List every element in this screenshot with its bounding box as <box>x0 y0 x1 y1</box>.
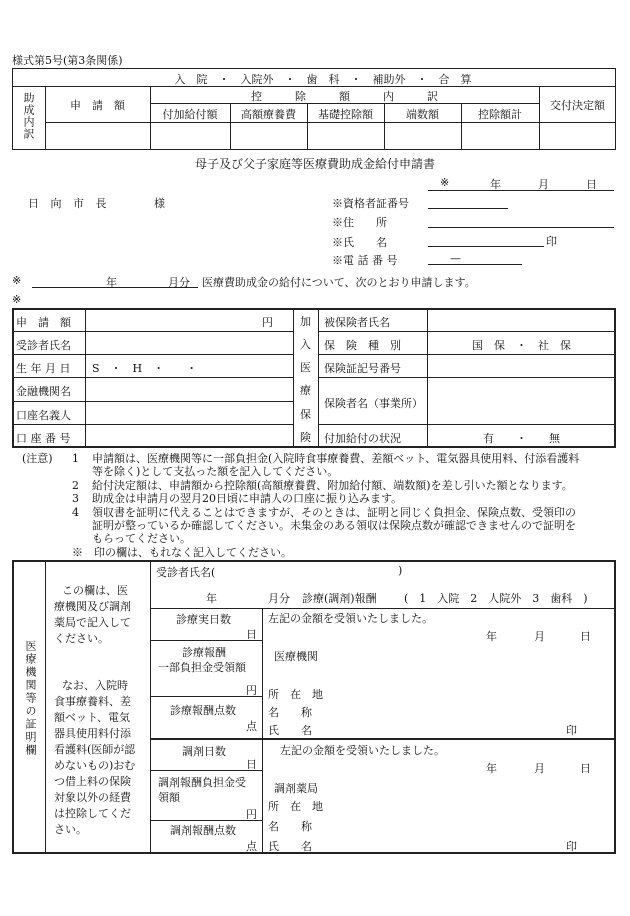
date-mark: ※ <box>440 176 450 189</box>
addressee-honorific: 様 <box>154 197 165 210</box>
medical-date-month: 月 <box>534 630 545 643</box>
apply-amount-header: 申 請 額 <box>70 99 125 112</box>
summary-top-row: 入 院 ・ 入院外 ・ 歯 科 ・ 補助外 ・ 合 算 <box>174 73 472 86</box>
name-label: ※氏 名 <box>332 236 387 249</box>
pharmacy-date-day: 日 <box>580 762 591 775</box>
insurance-vlabel-1: 加 <box>300 315 311 328</box>
pharmacy-points-label: 調剤報酬点数 <box>170 824 236 837</box>
cert-patient-name-close: ) <box>398 564 403 577</box>
medical-points-label: 診療報酬点数 <box>170 704 236 717</box>
pharmacy-burden-yen: 円 <box>246 808 257 821</box>
medical-name: 名 称 <box>268 706 312 719</box>
note-2-no: 2 <box>72 479 79 492</box>
form-id: 様式第5号(第3条関係) <box>12 54 123 67</box>
period-month: 月分 <box>268 592 290 605</box>
form-title: 母子及び父子家庭等医療費助成金給付申請書 <box>194 157 435 171</box>
medical-date-year: 年 <box>486 630 497 643</box>
note-1-cont: 等を除く)として支払った額を記入してください。 <box>92 465 339 478</box>
note-4-cont2: もらってください。 <box>92 532 191 545</box>
period-options: ( 1 入院 2 人院外 3 歯科 ) <box>404 592 588 605</box>
mark-2: ※ <box>12 293 22 306</box>
instr2-line1: なお、入院時 <box>62 679 128 692</box>
label-birthdate: 生 年 月 日 <box>16 362 71 375</box>
field-account-holder[interactable] <box>86 402 292 423</box>
label-additional-benefit: 付加給付の状況 <box>324 432 401 445</box>
phone-dash: — <box>450 252 461 265</box>
pharmacy-date-month: 月 <box>534 762 545 775</box>
medical-facility: 医療機関 <box>274 650 318 663</box>
request-mark: ※ <box>12 274 22 287</box>
deduct-col-fraction: 端数額 <box>406 108 439 121</box>
deduct-col-high-cost: 高額療養費 <box>241 108 296 121</box>
insurance-type-value[interactable]: 国 保 ・ 社 保 <box>472 339 571 352</box>
note-4-no: 4 <box>72 506 79 519</box>
request-year: 年 <box>106 276 117 289</box>
field-insurance-number[interactable] <box>428 355 614 376</box>
medical-date-day: 日 <box>580 630 591 643</box>
field-apply-amount[interactable] <box>86 309 256 330</box>
label-account-holder: 口座名義人 <box>16 409 71 422</box>
note-4-cont: 証明が整っているか確認してください。未集金のある領収は保険点数が確認できませんので証明を <box>92 519 576 532</box>
instr2-line4: 器具使用料付添 <box>54 727 131 740</box>
instr1-line3: 薬局で記入して <box>54 616 131 629</box>
name-field[interactable] <box>428 246 544 247</box>
deduct-col-total: 控除額計 <box>478 108 522 121</box>
pharmacy-person: 氏 名 <box>268 840 312 853</box>
instr2-line5: 看護料(医師が認 <box>54 743 136 756</box>
period-label: 診療(調剤)報酬 <box>302 592 377 605</box>
insurance-vlabel-3: 医 <box>300 361 311 374</box>
request-text: 医療費助成金の給付について、次のとおり申請します。 <box>202 276 476 289</box>
pharmacy-days-unit: 日 <box>246 758 257 771</box>
instr2-line6: めないもの)おむ <box>54 759 136 772</box>
label-account-number: 口 座 番 号 <box>16 432 71 445</box>
medical-address: 所 在 地 <box>268 688 323 701</box>
label-insured-name: 被保険者氏名 <box>324 316 390 329</box>
pharmacy-seal: 印 <box>566 840 577 853</box>
summary-input-decision[interactable] <box>540 123 615 149</box>
pharmacy-facility: 調剤薬局 <box>274 782 318 795</box>
label-patient-name: 受診者氏名 <box>16 339 71 352</box>
medical-points-unit: 点 <box>246 720 257 733</box>
birthdate-value: S ・ H ・ ・ <box>92 362 198 375</box>
insurance-vlabel-4: 療 <box>300 384 311 397</box>
label-apply-amount: 申 請 額 <box>16 316 71 329</box>
date-month: 月 <box>538 178 549 191</box>
note-2-text: 給付決定額は、申請額から控除額(高額療養費、附加給付額、端数額)を差し引いた額となります。 <box>92 479 573 492</box>
apply-amount-unit: 円 <box>262 316 273 329</box>
field-patient-name[interactable] <box>86 332 292 353</box>
field-account-number[interactable] <box>86 425 292 446</box>
instr2-line8: 対象以外の経費 <box>54 791 131 804</box>
pharmacy-address: 所 在 地 <box>268 800 323 813</box>
field-bank-name[interactable] <box>86 378 292 400</box>
medical-person: 氏 名 <box>268 724 312 737</box>
summary-side-label: 助成内訳 <box>22 92 35 140</box>
date-day: 日 <box>586 178 597 191</box>
insurance-vlabel-5: 保 <box>300 408 311 421</box>
instr1-line4: ください。 <box>54 632 109 645</box>
phone-field[interactable] <box>428 264 522 265</box>
notes-head: (注意) <box>22 452 53 465</box>
insurance-vlabel-2: 入 <box>300 338 311 351</box>
instr2-line3: 額ベット、電気 <box>54 711 131 724</box>
pharmacy-burden-line2: 領額 <box>158 791 180 804</box>
phone-label: ※電 話 番 号 <box>332 254 398 267</box>
instr2-line10: さい。 <box>54 823 87 836</box>
pharmacy-name: 名 称 <box>268 820 312 833</box>
cert-number-field[interactable] <box>428 208 508 209</box>
label-insurance-type: 保 険 種 別 <box>324 339 401 352</box>
summary-input-apply[interactable] <box>46 123 149 149</box>
pharmacy-burden-line1: 調剤報酬負担金受 <box>158 776 246 789</box>
medical-seal: 印 <box>566 724 577 737</box>
medical-burden-line2: 一部負担金受領額 <box>158 661 246 674</box>
label-insurer-name: 保険者名（事業所） <box>324 397 423 410</box>
decision-amount-header: 交付決定額 <box>550 99 605 112</box>
additional-benefit-value[interactable]: 有 ・ 無 <box>483 432 560 445</box>
address-field[interactable] <box>428 227 614 228</box>
insurance-vlabel-6: 険 <box>300 431 311 444</box>
note-4-text: 領収書を証明に代えることはできますが、そのときは、証明と同じく負担金、保険点数、受領印の <box>92 506 576 519</box>
instr1-line1: この欄は、医 <box>62 584 128 597</box>
field-insurer-name[interactable] <box>428 378 614 423</box>
name-seal: 印 <box>546 235 557 248</box>
note-last: ※ 印の欄は、もれなく記入してください。 <box>72 546 292 559</box>
note-3-text: 助成金は申請月の翌月20日頃に申請人の口座に振り込みます。 <box>92 492 403 505</box>
pharmacy-date-year: 年 <box>486 762 497 775</box>
medical-received: 左記の金額を受領いたしました。 <box>268 612 433 625</box>
instr2-line9: は控除してくだ <box>54 807 131 820</box>
pharmacy-received: 左記の金額を受領いたしました。 <box>280 744 445 757</box>
deduct-col-basic: 基礎控除額 <box>318 108 373 121</box>
cert-patient-name-label: 受診者氏名( <box>156 566 216 579</box>
address-label: ※住 所 <box>332 216 387 229</box>
deduct-col-additional: 付加給付額 <box>162 108 218 121</box>
cert-number-label: ※資格者証番号 <box>332 197 409 210</box>
instr2-line2: 食事療養料、差 <box>54 695 131 708</box>
instr1-line2: 療機関及び調剤 <box>54 600 131 613</box>
medical-days-unit: 日 <box>246 628 257 641</box>
pharmacy-days-label: 調剤日数 <box>182 745 226 758</box>
period-year: 年 <box>206 592 217 605</box>
note-1-no: 1 <box>72 452 79 465</box>
note-3-no: 3 <box>72 492 79 505</box>
instr2-line7: つ借上料の保険 <box>54 775 131 788</box>
label-bank-name: 金融機関名 <box>16 385 71 398</box>
medical-burden-yen: 円 <box>246 684 257 697</box>
pharmacy-points-unit: 点 <box>246 840 257 853</box>
medical-days-label: 診療実日数 <box>176 613 231 626</box>
cert-patient-name-field[interactable] <box>225 562 395 578</box>
addressee-name: 日 向 市 長 <box>28 197 111 210</box>
field-insured-name[interactable] <box>428 309 614 330</box>
label-insurance-number: 保険証記号番号 <box>324 362 401 375</box>
date-year: 年 <box>490 178 501 191</box>
cert-side-label: 医療機関等の証明欄 <box>24 640 37 757</box>
note-1-text: 申請額は、医療機関等に一部負担金(入院時食事療養費、差額ベット、電気器具使用料、付添看護料 <box>92 452 580 465</box>
request-month: 月分 <box>168 276 190 289</box>
deduct-header: 控 除 額 内 訳 <box>251 90 438 103</box>
medical-burden-line1: 診療報酬 <box>182 646 226 659</box>
